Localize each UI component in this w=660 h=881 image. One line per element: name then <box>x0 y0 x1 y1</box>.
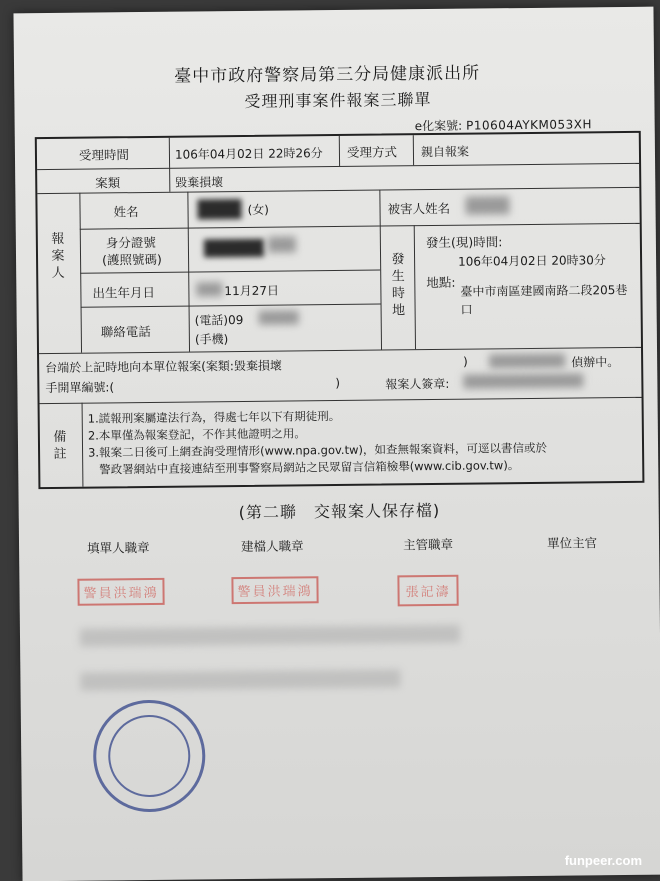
id-label-passport: (護照號碼) <box>101 251 162 268</box>
redacted-unit <box>489 354 565 369</box>
redacted-bleed-through-2 <box>80 669 400 690</box>
signature-label-supervisor: 主管職章 <box>402 536 454 553</box>
station-title: 臺中市政府警察局第三分局健康派出所 <box>174 63 481 87</box>
case-type-value: 毀棄損壞 <box>175 175 224 190</box>
birth-label: 出生年月日 <box>92 284 155 301</box>
filler-stamp: 警員洪瑞鴻 <box>77 578 164 606</box>
birth-value: 11月27日 <box>224 283 280 299</box>
receive-time-label: 受理時間 <box>78 147 130 163</box>
report-statement-end: ) <box>463 354 468 369</box>
report-statement: 台端於上記時地向本單位報案(案類:毀棄損壞 <box>45 358 282 376</box>
phone-mobile: (手機) <box>194 332 229 347</box>
signature-label-archiver: 建檔人職章 <box>240 538 304 555</box>
case-type-label: 案類 <box>95 175 121 191</box>
id-label: 身分證號 <box>105 234 156 251</box>
case-number-label: e化案號: <box>414 118 463 134</box>
note-item: 2.本單僅為報案登記，不作其他證明之用。 <box>87 426 306 443</box>
occur-group-label: 發生時地 <box>391 252 406 319</box>
reporter-sign-label: 報案人簽章: <box>385 376 450 392</box>
note-item: 警政署網站中直接連結至刑事警察局網站之民眾留言信箱檢舉(www.cib.gov.tw)。 <box>88 458 520 477</box>
redacted-id-tail <box>268 236 296 252</box>
notes-group-label: 備註 <box>53 429 67 462</box>
receive-method-label: 受理方式 <box>346 144 398 160</box>
redacted-bleed-through <box>80 625 460 647</box>
note-item: 3.報案二日後可上網查詢受理情形(www.npa.gov.tw)，如查無報案資料，可逕以書信或於 <box>88 440 547 460</box>
redacted-victim <box>465 196 509 214</box>
archiver-stamp: 警員洪瑞鴻 <box>231 576 318 604</box>
report-form-paper <box>13 7 660 881</box>
redacted-signature <box>463 373 583 388</box>
reporter-group-label: 報案人 <box>51 231 65 281</box>
place-line2: 口 <box>460 302 473 317</box>
place-line1: 臺中市南區建國南路二段205巷 <box>460 282 628 299</box>
official-seal-stamp <box>93 699 206 812</box>
case-number-value: P10604AYKM053XH <box>466 117 593 133</box>
supervisor-stamp: 張記濤 <box>397 575 458 607</box>
notes-list <box>88 406 548 479</box>
place-label: 地點: <box>426 274 456 291</box>
name-label: 姓名 <box>113 204 139 220</box>
note-item: 1.謊報刑案屬違法行為，得處七年以下有期徒刑。 <box>87 408 341 426</box>
name-gender: (女) <box>247 202 269 217</box>
phone-label: 聯絡電話 <box>100 323 151 340</box>
victim-label: 被害人姓名 <box>387 200 451 217</box>
redacted-phone <box>259 310 299 324</box>
receive-time-value: 106年04月02日 22時26分 <box>174 146 323 162</box>
occur-time-label: 發生(現)時間: <box>425 234 503 251</box>
redacted-id <box>204 239 264 258</box>
copy-section-title: (第二聯 交報案人保存檔) <box>238 500 441 523</box>
occur-time-value: 106年04月02日 20時30分 <box>458 253 606 269</box>
receive-method-value: 親自報案 <box>420 144 470 160</box>
handheld-number-label: 手開單編號:( <box>45 380 115 396</box>
redacted-name <box>197 199 241 219</box>
phone-tel: (電話)09 <box>194 312 244 328</box>
watermark: funpeer.com <box>564 853 642 868</box>
handheld-number-end: ) <box>335 375 341 391</box>
redacted-birth-year <box>196 282 222 296</box>
signature-label-head: 單位主官 <box>546 535 598 551</box>
form-title: 受理刑事案件報案三聯單 <box>244 90 432 111</box>
signature-label-filler: 填單人職章 <box>86 539 150 556</box>
processing-status: 偵辦中。 <box>571 355 620 370</box>
report-table <box>35 131 645 489</box>
